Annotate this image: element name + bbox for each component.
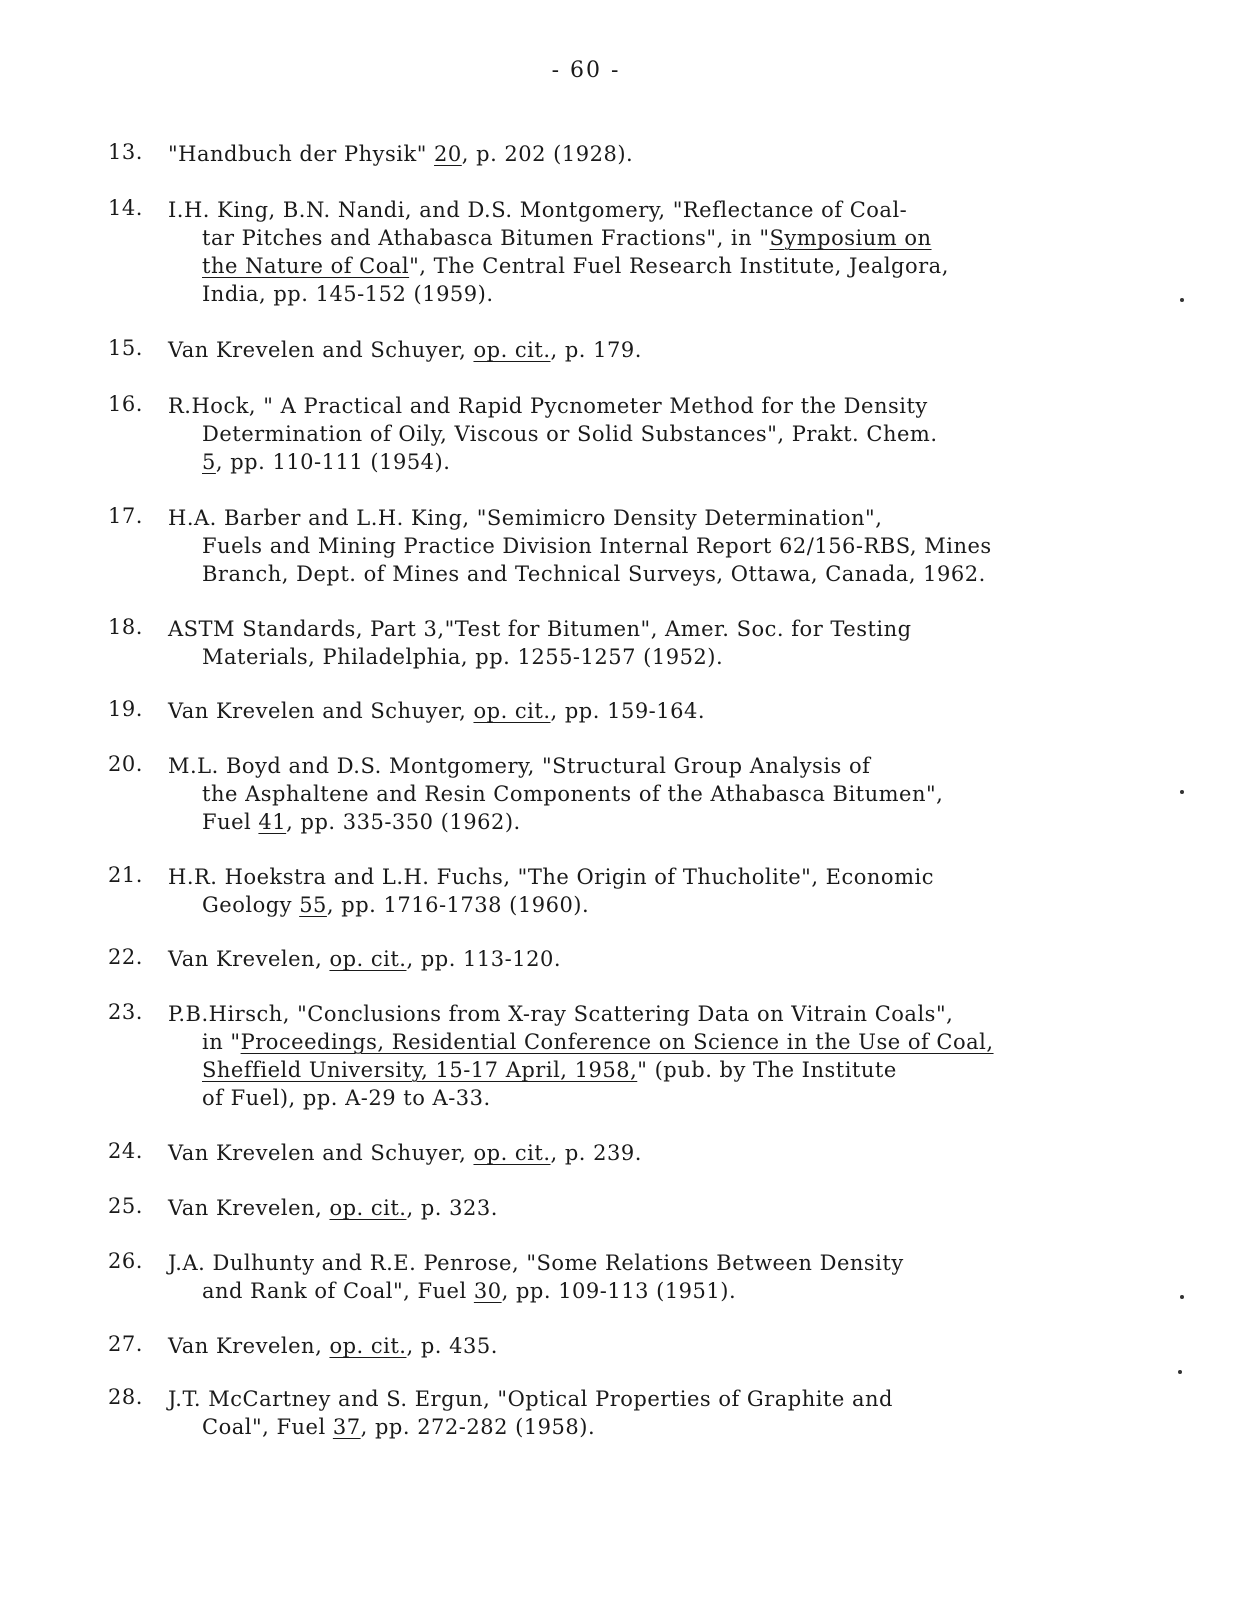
reference-number: 26. — [108, 1249, 143, 1273]
reference-line — [168, 1139, 1128, 1167]
reference-text — [168, 392, 1128, 476]
reference-line — [168, 1084, 1128, 1112]
reference-text — [168, 336, 1128, 364]
reference-line — [168, 780, 1128, 808]
underlined-text: Sheffield University, 15-17 April, 1958, — [202, 1058, 638, 1082]
reference-line — [168, 280, 1128, 308]
reference-line — [168, 196, 1128, 224]
text-segment: , pp. 109-113 (1951). — [501, 1279, 737, 1303]
text-segment: " (pub. by The Institute — [637, 1058, 897, 1082]
underlined-text: op. cit. — [473, 1141, 551, 1165]
text-segment: , pp. 159-164. — [550, 699, 706, 723]
reference-line — [168, 1249, 1128, 1277]
reference-line — [168, 140, 1128, 168]
reference-text — [168, 615, 1128, 671]
reference-text — [168, 1385, 1128, 1441]
text-segment: I.H. King, B.N. Nandi, and D.S. Montgomery, "Reflectance of Coal- — [168, 198, 908, 222]
reference-line — [168, 224, 1128, 252]
underlined-text: Proceedings, Residential Conference on Science in the Use of Coal, — [240, 1030, 994, 1054]
text-segment: India, pp. 145-152 (1959). — [202, 282, 494, 306]
underlined-text: op. cit. — [329, 1196, 407, 1220]
reference-line — [168, 1385, 1128, 1413]
text-segment: Fuel — [202, 810, 259, 834]
text-segment: , p. 179. — [550, 338, 642, 362]
reference-number: 15. — [108, 336, 143, 360]
text-segment: , p. 323. — [406, 1196, 498, 1220]
text-segment: Geology — [202, 893, 300, 917]
underlined-text: 5 — [202, 450, 216, 474]
reference-line — [168, 1332, 1128, 1360]
text-segment: , p. 202 (1928). — [461, 142, 634, 166]
reference-text — [168, 697, 1128, 725]
reference-line — [168, 1277, 1128, 1305]
text-segment: Van Krevelen and Schuyer, — [168, 699, 474, 723]
text-segment: P.B.Hirsch, "Conclusions from X-ray Scattering Data on Vitrain Coals", — [168, 1002, 954, 1026]
reference-number: 20. — [108, 752, 143, 776]
text-segment: Van Krevelen and Schuyer, — [168, 338, 474, 362]
reference-number: 23. — [108, 1000, 143, 1024]
reference-number: 19. — [108, 697, 143, 721]
reference-number: 18. — [108, 615, 143, 639]
text-segment: Coal", Fuel — [202, 1415, 333, 1439]
reference-text — [168, 863, 1128, 919]
text-segment: Van Krevelen and Schuyer, — [168, 1141, 474, 1165]
text-segment: ", The Central Fuel Research Institute, Jealgora, — [409, 254, 949, 278]
text-segment: Branch, Dept. of Mines and Technical Surveys, Ottawa, Canada, 1962. — [202, 562, 986, 586]
reference-line — [168, 863, 1128, 891]
text-segment: "Handbuch der Physik" — [168, 142, 435, 166]
underlined-text: op. cit. — [329, 1334, 407, 1358]
text-segment: of Fuel), pp. A-29 to A-33. — [202, 1086, 491, 1110]
reference-number: 14. — [108, 196, 143, 220]
text-segment: Van Krevelen, — [168, 1334, 330, 1358]
reference-line — [168, 504, 1128, 532]
reference-number: 17. — [108, 504, 143, 528]
text-segment: ASTM Standards, Part 3,"Test for Bitumen", Amer. Soc. for Testing — [168, 617, 912, 641]
reference-line — [168, 945, 1128, 973]
text-segment: the Asphaltene and Resin Components of the Athabasca Bitumen", — [202, 782, 944, 806]
text-segment: , p. 239. — [550, 1141, 642, 1165]
reference-number: 21. — [108, 863, 143, 887]
scan-speck — [1180, 298, 1184, 302]
reference-text — [168, 945, 1128, 973]
underlined-text: 37 — [332, 1415, 361, 1439]
reference-line — [168, 752, 1128, 780]
text-segment: Van Krevelen, — [168, 947, 330, 971]
scan-speck — [1180, 790, 1184, 794]
reference-line — [168, 615, 1128, 643]
underlined-text: op. cit. — [473, 699, 551, 723]
text-segment: J.A. Dulhunty and R.E. Penrose, "Some Relations Between Density — [168, 1251, 904, 1275]
text-segment: , pp. 272-282 (1958). — [360, 1415, 596, 1439]
text-segment: M.L. Boyd and D.S. Montgomery, "Structural Group Analysis of — [168, 754, 871, 778]
text-segment: Van Krevelen, — [168, 1196, 330, 1220]
text-segment: , pp. 113-120. — [406, 947, 561, 971]
reference-number: 25. — [108, 1194, 143, 1218]
reference-line — [168, 336, 1128, 364]
reference-line — [168, 420, 1128, 448]
reference-line — [168, 697, 1128, 725]
reference-number: 24. — [108, 1139, 143, 1163]
reference-line — [168, 891, 1128, 919]
text-segment: , pp. 110-111 (1954). — [215, 450, 451, 474]
underlined-text: 55 — [299, 893, 327, 917]
underlined-text: op. cit. — [473, 338, 551, 362]
reference-line — [168, 808, 1128, 836]
text-segment: Materials, Philadelphia, pp. 1255-1257 (1952). — [202, 645, 724, 669]
reference-line — [168, 1056, 1128, 1084]
reference-text — [168, 504, 1128, 588]
text-segment: Determination of Oily, Viscous or Solid Substances", Prakt. Chem. — [202, 422, 938, 446]
reference-line — [168, 532, 1128, 560]
reference-line — [168, 1000, 1128, 1028]
underlined-text: 30 — [473, 1279, 502, 1303]
reference-number: 16. — [108, 392, 143, 416]
underlined-text: 41 — [258, 810, 287, 834]
text-segment: in " — [202, 1030, 241, 1054]
reference-number: 13. — [108, 140, 143, 164]
text-segment: H.A. Barber and L.H. King, "Semimicro Density Determination", — [168, 506, 883, 530]
reference-text — [168, 752, 1128, 836]
page-number: - 60 - — [551, 58, 621, 83]
reference-line — [168, 392, 1128, 420]
reference-text — [168, 1332, 1128, 1360]
text-segment: H.R. Hoekstra and L.H. Fuchs, "The Origin of Thucholite", Economic — [168, 865, 934, 889]
text-segment: Fuels and Mining Practice Division Internal Report 62/156-RBS, Mines — [202, 534, 992, 558]
text-segment: R.Hock, " A Practical and Rapid Pycnometer Method for the Density — [168, 394, 928, 418]
reference-text — [168, 140, 1128, 168]
text-segment: and Rank of Coal", Fuel — [202, 1279, 474, 1303]
reference-line — [168, 252, 1128, 280]
reference-text — [168, 1194, 1128, 1222]
reference-line — [168, 1413, 1128, 1441]
reference-text — [168, 196, 1128, 308]
text-segment: tar Pitches and Athabasca Bitumen Fractions", in " — [202, 226, 770, 250]
underlined-text: Symposium on — [769, 226, 932, 250]
reference-text — [168, 1249, 1128, 1305]
underlined-text: 20 — [434, 142, 462, 166]
text-segment: , pp. 335-350 (1962). — [286, 810, 521, 834]
text-segment: J.T. McCartney and S. Ergun, "Optical Properties of Graphite and — [168, 1387, 893, 1411]
reference-number: 22. — [108, 945, 143, 969]
underlined-text: op. cit. — [329, 947, 407, 971]
underlined-text: the Nature of Coal — [202, 254, 410, 278]
scan-speck — [1180, 1295, 1184, 1299]
reference-line — [168, 1028, 1128, 1056]
reference-line — [168, 560, 1128, 588]
reference-number: 27. — [108, 1332, 143, 1356]
reference-line — [168, 1194, 1128, 1222]
text-segment: , pp. 1716-1738 (1960). — [326, 893, 590, 917]
reference-text — [168, 1000, 1128, 1112]
reference-number: 28. — [108, 1385, 143, 1409]
reference-line — [168, 448, 1128, 476]
text-segment: , p. 435. — [406, 1334, 498, 1358]
reference-text — [168, 1139, 1128, 1167]
reference-line — [168, 643, 1128, 671]
scan-speck — [1178, 1370, 1182, 1374]
